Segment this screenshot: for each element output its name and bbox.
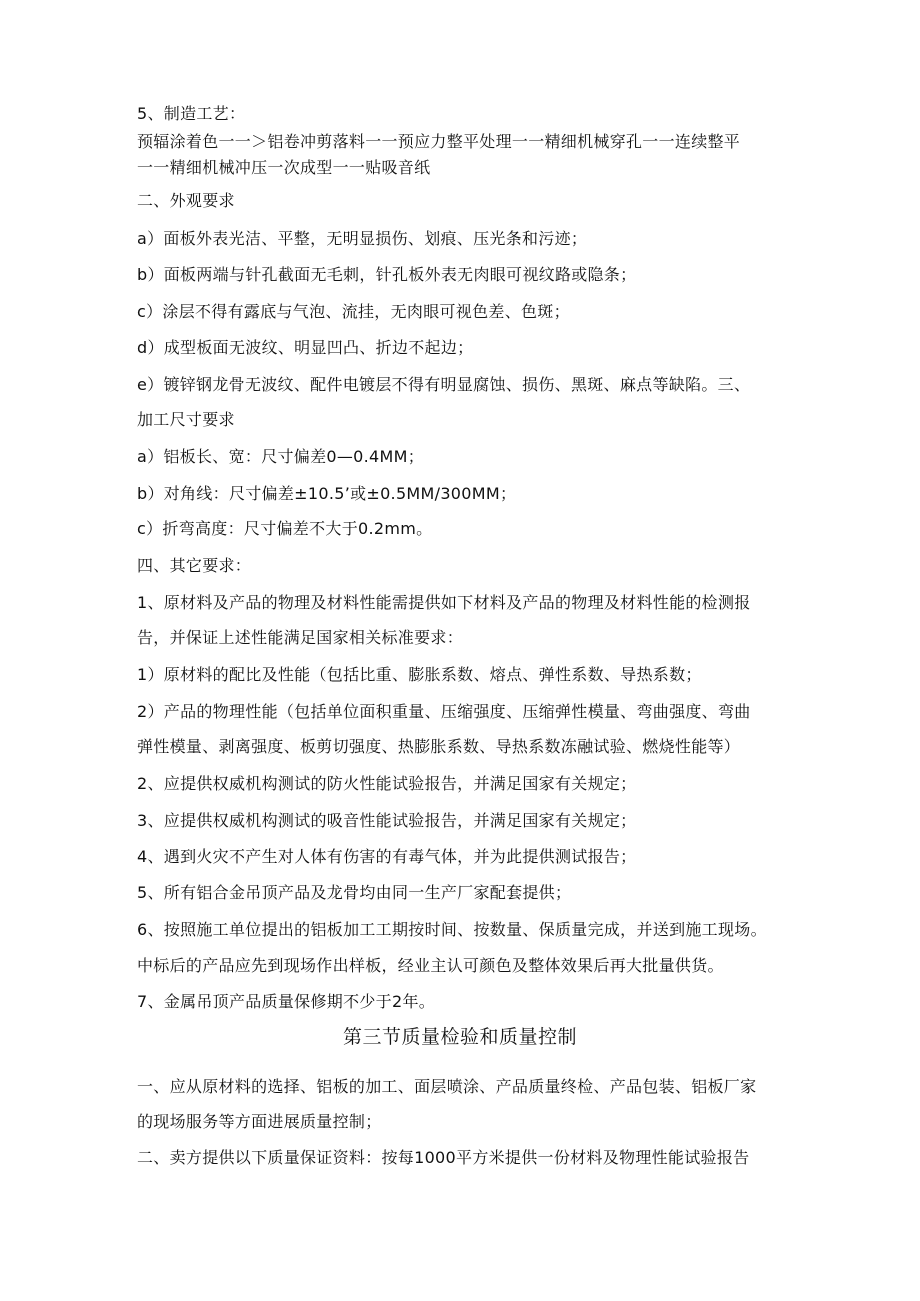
text-line: 中标后的产品应先到现场作出样板，经业主认可颜色及整体效果后再大批量供货。 xyxy=(137,956,724,975)
text-line: 二、卖方提供以下质量保证资料：按每1000平方米提供一份材料及物理性能试验报告 xyxy=(137,1148,750,1167)
text-line: 告，并保证上述性能满足国家相关标准要求： xyxy=(137,628,464,647)
text-line: 的现场服务等方面进展质量控制； xyxy=(137,1112,382,1131)
text-line: 四、其它要求： xyxy=(137,556,252,575)
text-line: 1、原材料及产品的物理及材料性能需提供如下材料及产品的物理及材料性能的检测报 xyxy=(137,593,751,612)
text-line: 6、按照施工单位提出的铝板加工工期按时间、按数量、保质量完成，并送到施工现场。 xyxy=(137,920,767,939)
text-line: 4、遇到火灾不产生对人体有伤害的有毒气体，并为此提供测试报告； xyxy=(137,847,637,866)
text-line: 2）产品的物理性能（包括单位面积重量、压缩强度、压缩弹性模量、弯曲强度、弯曲 xyxy=(137,702,751,721)
text-line: e）镀锌钢龙骨无波纹、配件电镀层不得有明显腐蚀、损伤、黑斑、麻点等缺陷。三、 xyxy=(137,375,751,394)
text-line: a）铝板长、宽：尺寸偏差0—0.4MM； xyxy=(137,447,425,466)
text-line: 7、金属吊顶产品质量保修期不少于2年。 xyxy=(137,992,436,1011)
text-line: 加工尺寸要求 xyxy=(137,410,235,429)
text-line: 弹性模量、剥离强度、板剪切强度、热膨胀系数、导热系数冻融试验、燃烧性能等） xyxy=(137,737,741,756)
text-line: 1）原材料的配比及性能（包括比重、膨胀系数、熔点、弹性系数、导热系数； xyxy=(137,665,702,684)
text-line: d）成型板面无波纹、明显凹凸、折边不起边； xyxy=(137,338,474,357)
text-line: 5、所有铝合金吊顶产品及龙骨均由同一生产厂家配套提供； xyxy=(137,883,572,902)
text-line: 3、应提供权威机构测试的吸音性能试验报告，并满足国家有关规定； xyxy=(137,811,637,830)
text-line: 预辐涂着色一一＞铝卷冲剪落料一一预应力整平处理一一精细机械穿孔一一连续整平 xyxy=(137,132,741,151)
text-line: 2、应提供权威机构测试的防火性能试验报告，并满足国家有关规定； xyxy=(137,774,637,793)
text-line: b）对角线：尺寸偏差±10.5’或±0.5MM/300MM； xyxy=(137,484,517,503)
text-line: b）面板两端与针孔截面无毛刺，针孔板外表无肉眼可视纹路或隐条； xyxy=(137,265,637,284)
text-line: c）涂层不得有露底与气泡、流挂，无肉眼可视色差、色斑； xyxy=(137,302,570,321)
text-line: a）面板外表光洁、平整，无明显损伤、划痕、压光条和污迹； xyxy=(137,229,588,248)
text-line: 一一精细机械冲压一次成型一一贴吸音纸 xyxy=(137,158,431,177)
text-line: 一、应从原材料的选择、铝板的加工、面层喷涂、产品质量终检、产品包装、铝板厂家 xyxy=(137,1077,757,1096)
text-line: c）折弯高度：尺寸偏差不大于0.2mm。 xyxy=(137,519,433,538)
text-line: 5、制造工艺： xyxy=(137,104,246,123)
text-line: 二、外观要求 xyxy=(137,191,235,210)
section-title: 第三节质量检验和质量控制 xyxy=(342,1026,577,1048)
